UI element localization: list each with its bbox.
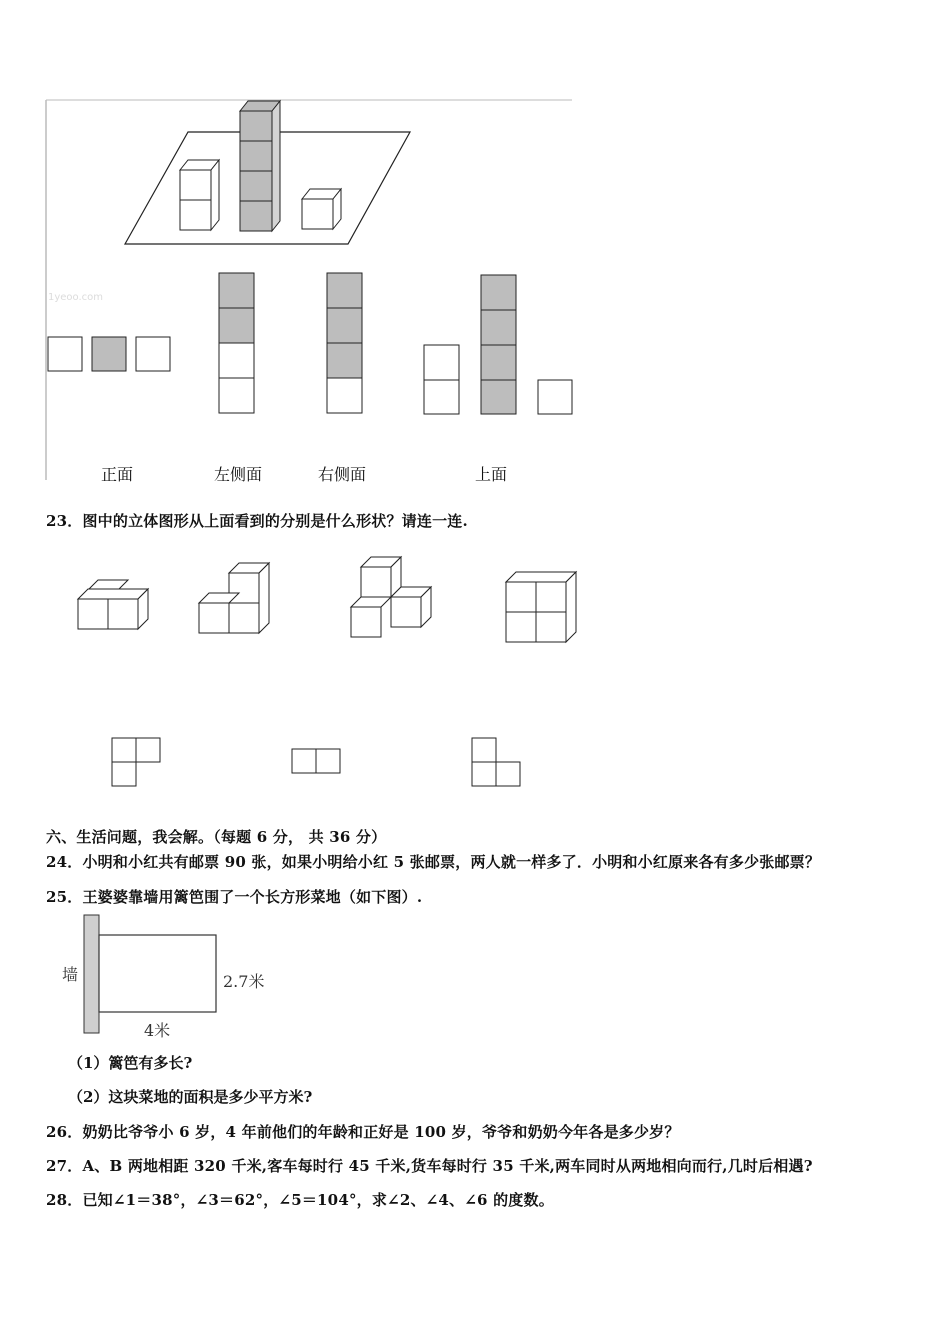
- solid-a: [72, 578, 162, 638]
- top-view-c: [470, 736, 530, 796]
- wall-label: 墙: [62, 965, 79, 984]
- view-left: [218, 272, 258, 417]
- label-front: 正面: [101, 465, 134, 484]
- view-front: [46, 330, 246, 390]
- question-28: 28．已知∠1＝38°，∠3＝62°，∠5＝104°，求∠2、∠4、∠6 的度数。: [46, 1191, 554, 1209]
- label-right-side: 右侧面: [318, 465, 367, 484]
- question-25: 25．王婆婆靠墙用篱笆围了一个长方形菜地（如下图）.: [46, 888, 423, 906]
- top-view-a: [110, 736, 170, 796]
- label-left-side: 左侧面: [214, 465, 263, 484]
- question-23: 23．图中的立体图形从上面看到的分别是什么形状？请连一连.: [46, 512, 468, 530]
- watermark: 1yeoo.com: [48, 292, 104, 303]
- top-view-b: [290, 747, 350, 787]
- question-27: 27．A、B 两地相距 320 千米,客车每时行 45 千米,货车每时行 35 千米,两车同时从两地相向而行,几时后相遇?: [46, 1157, 813, 1175]
- solid-d: [500, 565, 590, 655]
- question-26: 26．奶奶比爷爷小 6 岁，4 年前他们的年龄和正好是 100 岁，爷爷和奶奶今年各是多少岁？: [46, 1123, 680, 1141]
- question-24: 24．小明和小红共有邮票 90 张，如果小明给小红 5 张邮票，两人就一样多了．小明和小红原来各有多少张邮票？: [46, 853, 821, 871]
- view-top: [423, 274, 583, 419]
- garden-diagram: [56, 912, 316, 1042]
- width-label: 4米: [144, 1021, 171, 1040]
- view-right: [326, 272, 366, 417]
- solid-on-plane: [0, 0, 950, 260]
- height-label: 2.7米: [223, 972, 265, 991]
- question-25-part-2: （2）这块菜地的面积是多少平方米?: [68, 1088, 313, 1106]
- section-heading: 六、生活问题，我会解。（每题 6 分， 共 36 分）: [46, 828, 387, 846]
- label-top: 上面: [475, 465, 508, 484]
- solid-b: [194, 560, 284, 650]
- solid-c: [346, 553, 446, 643]
- question-25-part-1: （1）篱笆有多长?: [68, 1054, 193, 1072]
